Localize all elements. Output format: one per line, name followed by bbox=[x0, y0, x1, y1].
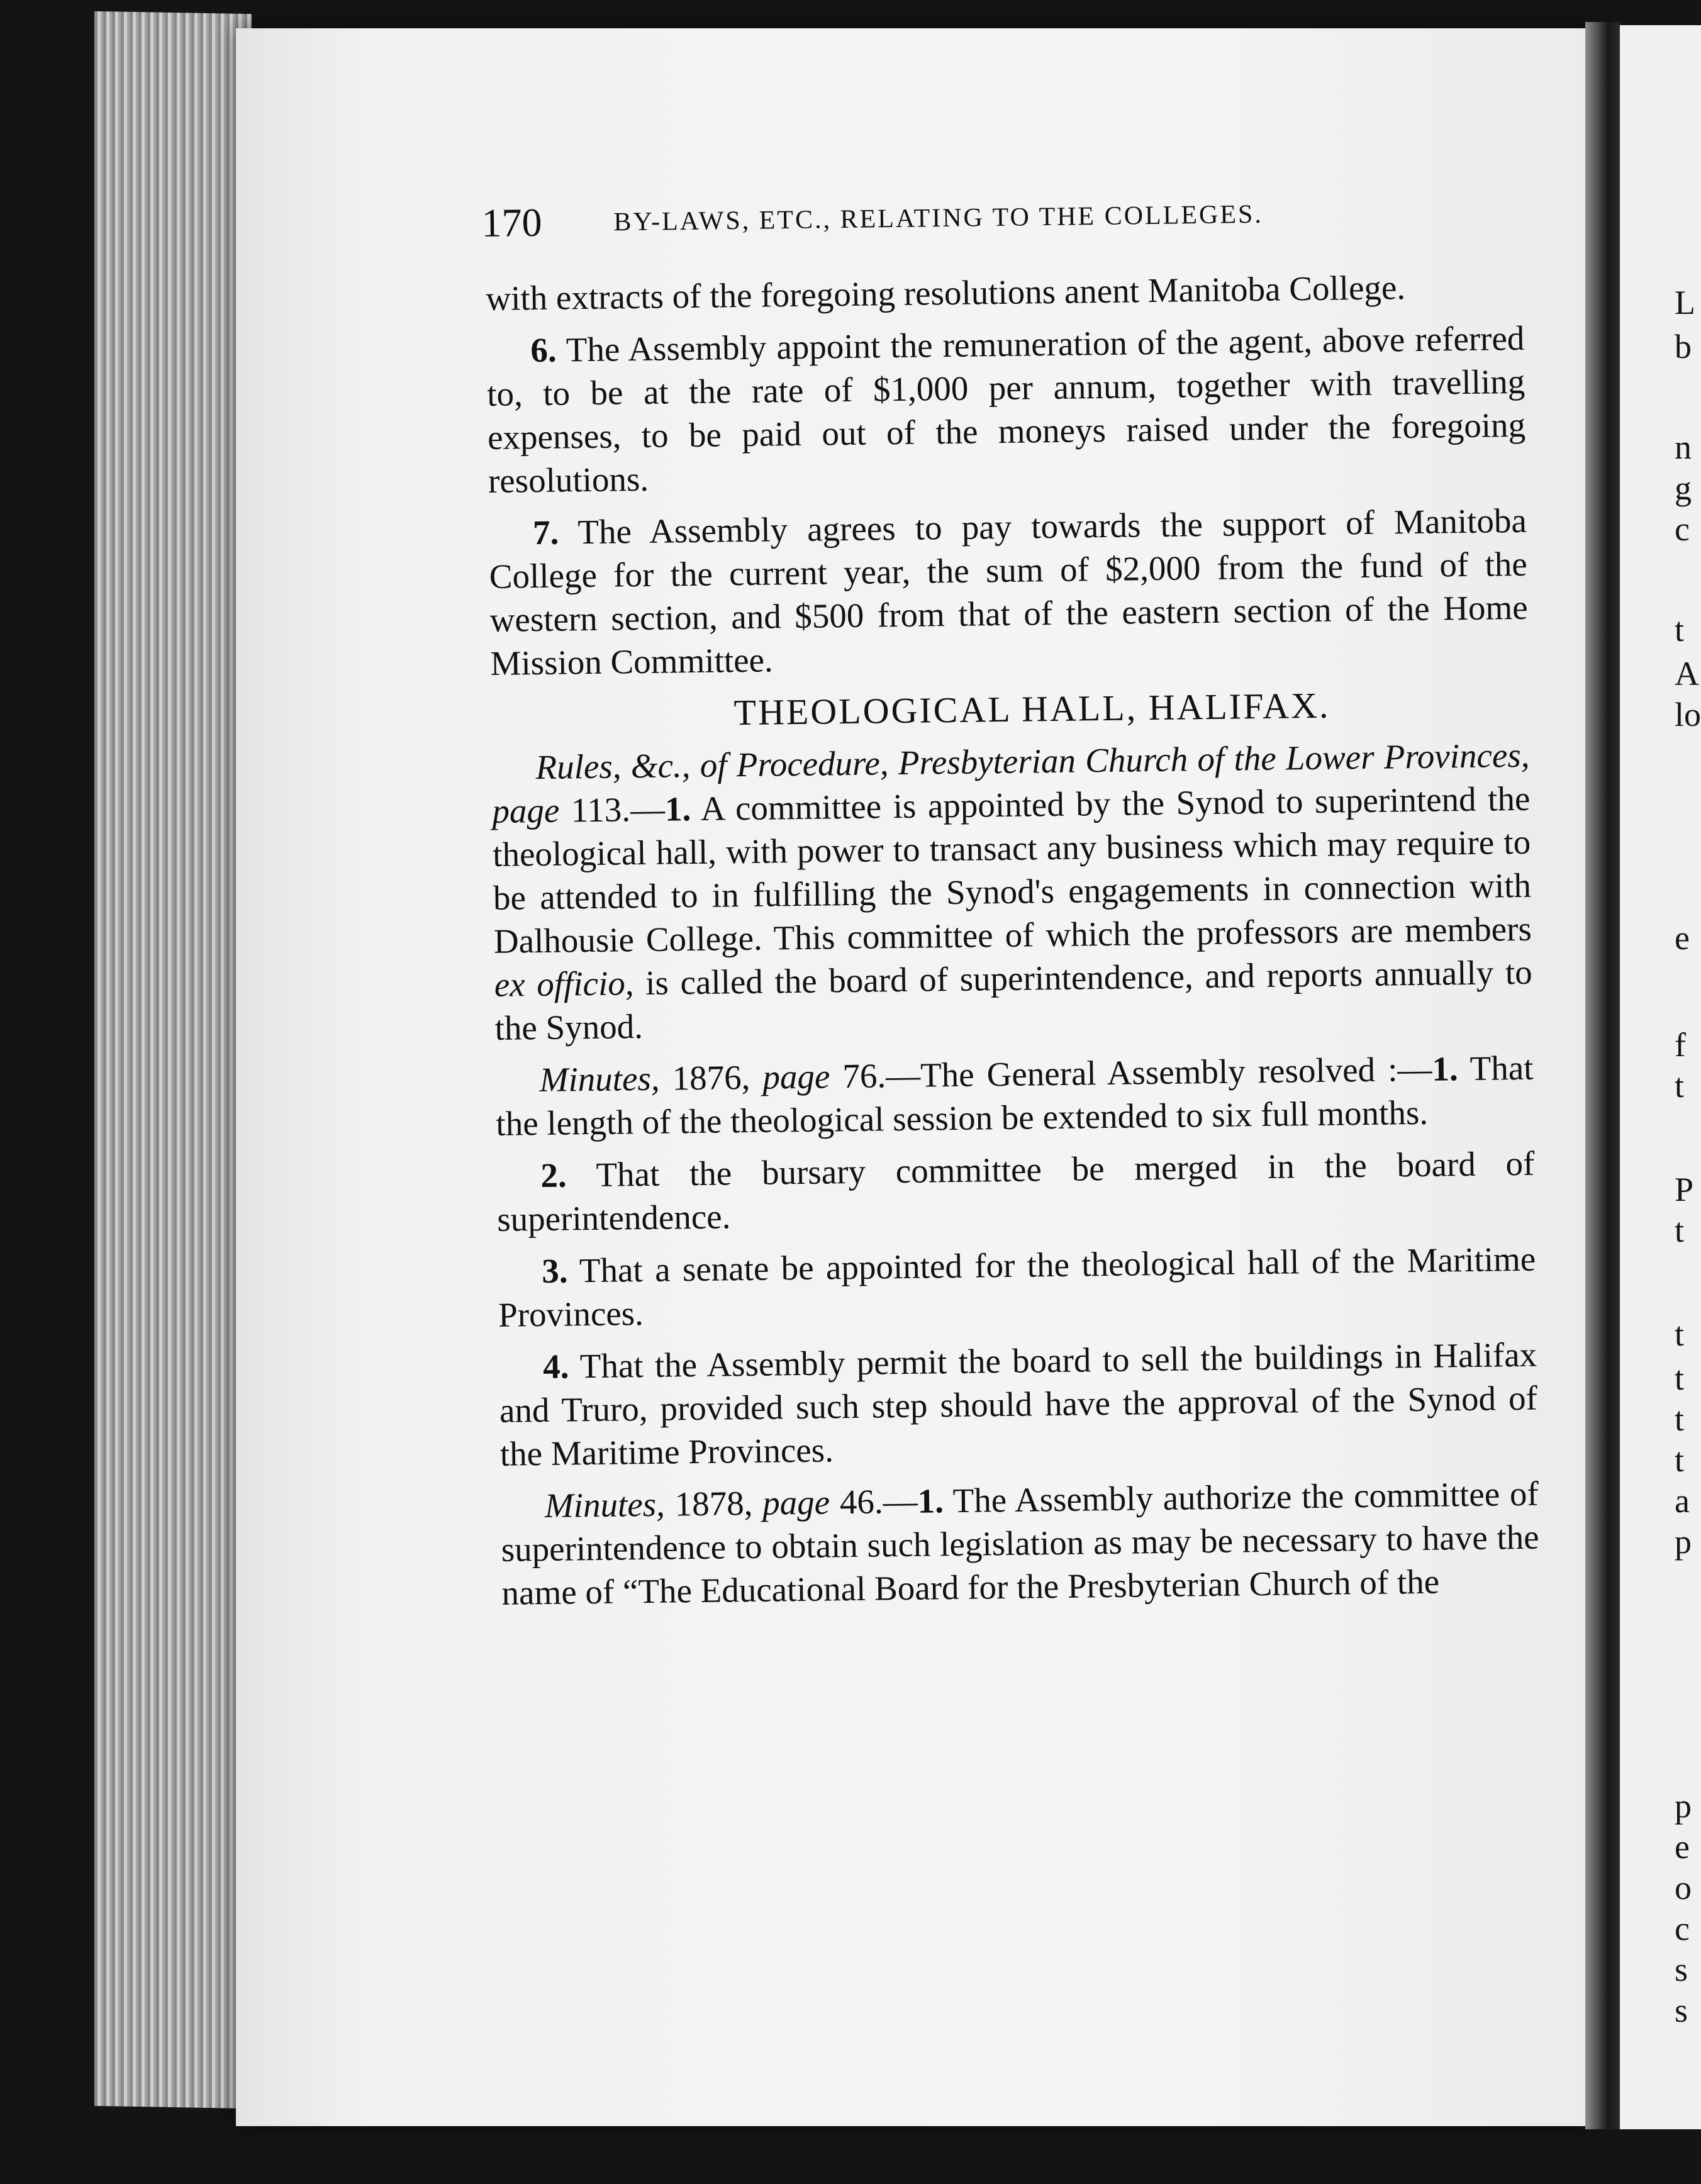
facing-page-fragment: a bbox=[1675, 1482, 1690, 1520]
page-number: 170 bbox=[481, 199, 542, 245]
paragraph-minutes-1878 bbox=[500, 1472, 1539, 1615]
facing-page-fragment: t bbox=[1675, 1212, 1685, 1249]
citation-year: 1878, bbox=[664, 1483, 763, 1524]
facing-page-fragment: p bbox=[1675, 1523, 1692, 1561]
citation-page-label: page bbox=[762, 1057, 830, 1096]
section-number: 7. bbox=[532, 513, 559, 552]
section-number: 1. bbox=[664, 789, 691, 828]
section-number: 3. bbox=[541, 1251, 568, 1291]
paragraph-text: 46.— bbox=[829, 1481, 918, 1522]
paragraph-text: The Assembly agrees to pay towards the support of Manitoba College for the current year, the sum of $2,000 from the fund of the western section, and $500 from that of the eastern section of the Home Mission Committee. bbox=[489, 501, 1528, 682]
facing-page-fragment: P bbox=[1675, 1171, 1694, 1208]
paragraph-text: A committee is appointed by the Synod to superintend the theological hall, with power to transact any business which may require to be attended to in fulfilling the Synod's engagements in connection with Dalhousie College. This committee of which the professors are members bbox=[492, 779, 1532, 961]
facing-page-fragment: f bbox=[1675, 1026, 1686, 1064]
facing-page-fragment: s bbox=[1675, 1951, 1688, 1988]
paragraph-text: That a senate be appointed for the theological hall of the Maritime Provinces. bbox=[498, 1239, 1536, 1334]
facing-page-fragment: g bbox=[1675, 469, 1692, 507]
facing-page-fragment: s bbox=[1675, 1992, 1688, 2029]
book-gutter bbox=[1585, 22, 1620, 2129]
facing-page-fragment: t bbox=[1675, 1359, 1685, 1397]
paragraph-6 bbox=[486, 316, 1526, 503]
facing-page-fragment: t bbox=[1675, 1441, 1685, 1479]
citation: Rules, &c., of Procedure, Presbyterian Church of the Lower Provinces, page bbox=[492, 735, 1530, 830]
section-heading: THEOLOGICAL HALL, HALIFAX. bbox=[733, 684, 1330, 733]
running-title: BY-LAWS, ETC., RELATING TO THE COLLEGES. bbox=[613, 199, 1264, 237]
facing-page-fragment: o bbox=[1675, 1869, 1692, 1907]
facing-page-fragment: e bbox=[1675, 919, 1690, 957]
facing-page-fragment: L bbox=[1675, 284, 1695, 321]
paragraph-text: is called the board of superintendence, and reports annually to the Synod. bbox=[494, 952, 1533, 1047]
facing-page-fragment: b bbox=[1675, 328, 1692, 365]
facing-page-fragment: lo bbox=[1675, 696, 1701, 733]
citation-page: 113.— bbox=[559, 789, 666, 830]
citation: Minutes, bbox=[544, 1485, 666, 1525]
body-text bbox=[486, 264, 1540, 1624]
latin-phrase: ex officio, bbox=[494, 964, 634, 1004]
section-number: 1. bbox=[1432, 1049, 1459, 1088]
facing-page-fragment: t bbox=[1675, 1067, 1685, 1105]
facing-page-fragment: p bbox=[1675, 1787, 1692, 1825]
paragraph-text: The Assembly appoint the remuneration of the agent, above referred to, to be at the rate of $1,000 per annum, together with travelling expenses, to be paid out of the moneys raised under the foregoing resolutions. bbox=[486, 318, 1526, 500]
facing-page-fragment: A bbox=[1675, 655, 1699, 693]
section-number: 2. bbox=[540, 1156, 567, 1195]
facing-page-fragment: c bbox=[1675, 1910, 1690, 1947]
section-number: 4. bbox=[542, 1347, 569, 1386]
section-number: 6. bbox=[530, 330, 557, 370]
citation: Minutes, bbox=[539, 1059, 660, 1100]
facing-page-fragment: n bbox=[1675, 428, 1692, 466]
citation-page-label: page bbox=[762, 1483, 830, 1522]
paragraph-3 bbox=[498, 1237, 1537, 1337]
facing-page-fragment: t bbox=[1675, 1400, 1685, 1438]
paragraph-text: with extracts of the foregoing resolutions anent Manitoba College. bbox=[486, 268, 1406, 318]
paragraph-text: 76.—The General Assembly resolved :— bbox=[829, 1049, 1432, 1096]
facing-page-fragment: e bbox=[1675, 1828, 1690, 1866]
facing-page-fragment: t bbox=[1675, 611, 1685, 649]
paragraph-text: That the Assembly permit the board to sell the buildings in Halifax and Truro, provided such step should have the approval of the Synod of the Maritime Provinces. bbox=[499, 1335, 1538, 1473]
paragraph-7 bbox=[489, 499, 1529, 685]
paragraph-2 bbox=[496, 1142, 1536, 1241]
citation-year: 1876, bbox=[659, 1057, 763, 1098]
paragraph-text: That the bursary committee be merged in the board of superintendence. bbox=[496, 1144, 1535, 1239]
page-edges bbox=[94, 11, 252, 2109]
facing-page-fragment: c bbox=[1675, 510, 1690, 548]
paragraph-text: The Assembly authorize the committee of superintendence to obtain such legislation as may be necessary to have the name of “The Educational Board for the Presbyterian Church of the bbox=[501, 1474, 1539, 1612]
paragraph-rules bbox=[491, 733, 1533, 1050]
facing-page-fragment: t bbox=[1675, 1315, 1685, 1353]
paragraph-text: That the length of the theological session be extended to six full months. bbox=[496, 1048, 1534, 1143]
section-number: 1. bbox=[917, 1481, 944, 1520]
paragraph-minutes-1876 bbox=[495, 1046, 1534, 1145]
paragraph-4 bbox=[499, 1333, 1538, 1476]
